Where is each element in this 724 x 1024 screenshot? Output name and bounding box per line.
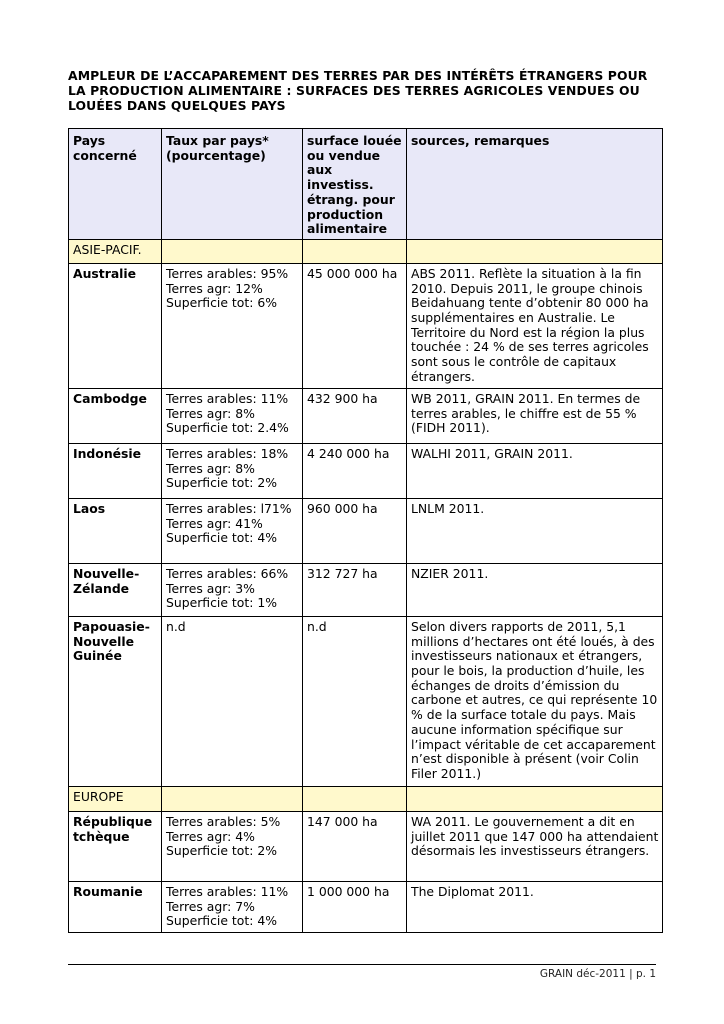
rate-line: Terres arables: 11% [166,883,289,899]
rate-line: Terres arables: 5% [166,813,281,829]
rate-cell [162,263,303,388]
rate-line: Terres arables: 95% [166,265,289,281]
surface-cell: 312 727 ha [303,563,407,616]
surface-cell: n.d [303,616,407,786]
country-cell: Australie [69,263,162,388]
rate-cell [162,443,303,498]
page-footer: GRAIN déc-2011 | p. 1 [539,968,656,980]
surface-cell: 45 000 000 ha [303,263,407,388]
table-row [69,263,663,388]
surface-cell: 432 900 ha [303,388,407,443]
sources-cell: LNLM 2011. [407,498,663,563]
sources-cell: WA 2011. Le gouvernement a dit en juillet 2011 que 147 000 ha attendaient désormais les investisseurs étrangers. [407,811,663,881]
table-row [69,443,663,498]
rate-cell [162,498,303,563]
rate-line: Terres agr: 4% [166,828,255,844]
footer-divider [68,964,656,965]
rate-line: Terres agr: 41% [166,515,263,531]
region-label-europe: EUROPE [69,786,162,811]
table-row [69,563,663,616]
rate-line: Superficie tot: 6% [166,295,277,311]
document-title: AMPLEUR DE L’ACCAPAREMENT DES TERRES PAR DES INTÉRÊTS ÉTRANGERS POUR LA PRODUCTION ALIMENTAIRE : SURFACES DES TERRES AGRICOLES VENDUES OU LOUÉES DANS QUELQUES PAYS [68,68,648,113]
rate-line: Terres arables: 18% [166,445,289,461]
rate-line: Terres agr: 8% [166,405,255,421]
rate-cell [162,563,303,616]
surface-cell: 4 240 000 ha [303,443,407,498]
region-cell [162,786,303,811]
rate-cell [162,811,303,881]
surface-cell: 147 000 ha [303,811,407,881]
table-row [69,881,663,932]
rate-line: n.d [166,618,186,634]
table-row [69,811,663,881]
sources-cell: The Diplomat 2011. [407,881,663,932]
rate-line: Terres agr: 7% [166,898,255,914]
table-row [69,498,663,563]
country-cell: Laos [69,498,162,563]
rate-line: Terres agr: 8% [166,460,255,476]
rate-line: Superficie tot: 2% [166,475,277,491]
rate-line: Terres arables: l71% [166,500,292,516]
country-cell: Papouasie-Nouvelle Guinée [69,616,162,786]
region-cell [407,786,663,811]
rate-line: Terres arables: 11% [166,390,289,406]
country-cell: Roumanie [69,881,162,932]
region-cell [303,786,407,811]
header-country: Pays concerné [69,129,162,240]
header-sources: sources, remarques [407,129,663,240]
rate-line: Superficie tot: 4% [166,913,277,929]
land-grab-table [68,128,663,933]
rate-cell [162,388,303,443]
surface-cell: 1 000 000 ha [303,881,407,932]
sources-cell: WB 2011, GRAIN 2011. En termes de terres arables, le chiffre est de 55 % (FIDH 2011). [407,388,663,443]
table-row [69,616,663,786]
rate-cell [162,616,303,786]
region-row-europe [69,786,663,811]
region-label-asia: ASIE-PACIF. [69,239,162,263]
surface-cell: 960 000 ha [303,498,407,563]
sources-cell: ABS 2011. Reflète la situation à la fin 2010. Depuis 2011, le groupe chinois Beidahuang tente d’obtenir 80 000 ha supplémentaires en Australie. Le Territoire du Nord est la région la plus touchée : 24 % de ses terres agricoles sont sous le contrôle de capitaux étrangers. [407,263,663,388]
region-row-asia [69,239,663,263]
rate-line: Superficie tot: 4% [166,530,277,546]
table-row [69,388,663,443]
country-cell: Nouvelle-Zélande [69,563,162,616]
region-cell [162,239,303,263]
rate-line: Terres arables: 66% [166,565,289,581]
rate-line: Terres agr: 12% [166,280,263,296]
country-cell: République tchèque [69,811,162,881]
sources-cell: Selon divers rapports de 2011, 5,1 millions d’hectares ont été loués, à des investisseurs nationaux et étrangers, pour le bois, la production d’huile, les échanges de droits d’émission du carbone et autres, ce qui représente 10 % de la surface totale du pays. Mais aucune information spécifique sur l’impact véritable de cet accaparement n’est disponible à présent (voir Colin Filer 2011.) [407,616,663,786]
country-cell: Indonésie [69,443,162,498]
rate-line: Superficie tot: 2% [166,843,277,859]
rate-line: Superficie tot: 1% [166,595,277,611]
table-header-row [69,129,663,240]
region-cell [407,239,663,263]
country-cell: Cambodge [69,388,162,443]
header-surface: surface louée ou vendue aux investiss. étrang. pour production alimentaire [303,129,407,240]
region-cell [303,239,407,263]
header-rate: Taux par pays* (pourcentage) [162,129,303,240]
rate-line: Superficie tot: 2.4% [166,420,289,436]
rate-line: Terres agr: 3% [166,580,255,596]
rate-cell [162,881,303,932]
sources-cell: WALHI 2011, GRAIN 2011. [407,443,663,498]
sources-cell: NZIER 2011. [407,563,663,616]
